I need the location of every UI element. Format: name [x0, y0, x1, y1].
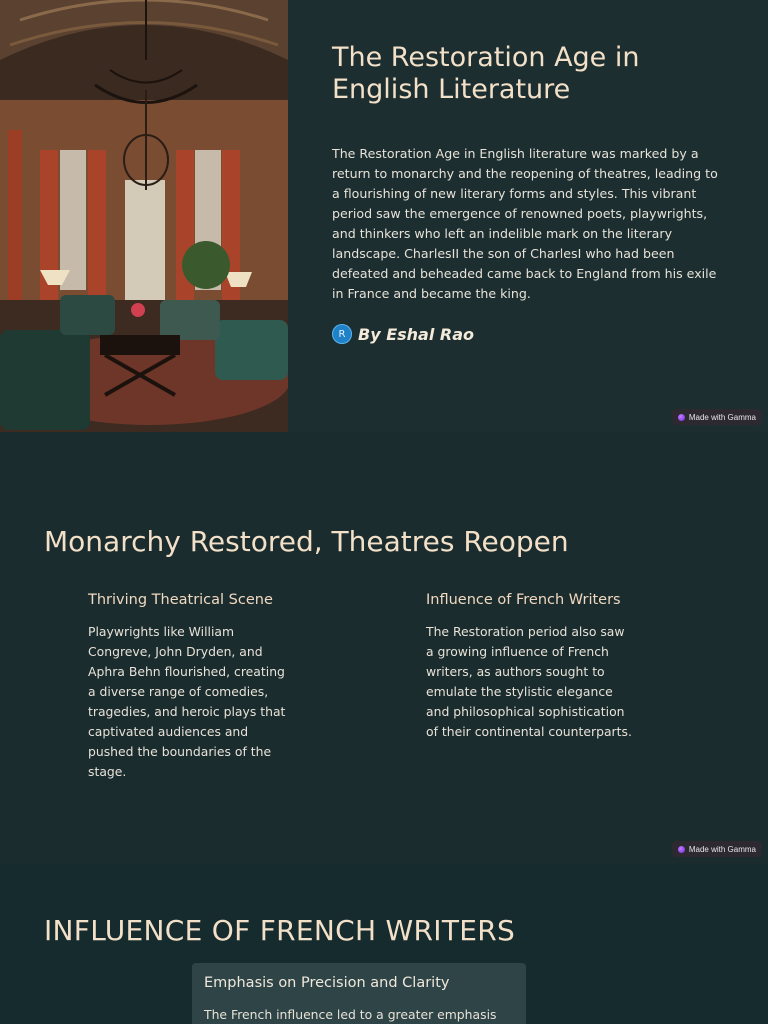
column-text: The Restoration period also saw a growing influence of French writers, as authors sought to emulate the stylistic elegance and philosophical sophistication of their continental counterparts.	[426, 624, 632, 739]
column-french-writers	[426, 592, 636, 742]
author-name: By Eshal Rao	[358, 324, 474, 344]
badge-label: Made with Gamma	[688, 412, 756, 422]
title-slide	[0, 0, 768, 432]
column-text: Playwrights like William Congreve, John Dryden, and Aphra Behn flourished, creating a diverse range of comedies, tragedies, and heroic plays that captivated audiences and pushed the boundaries of the stage.	[88, 624, 286, 779]
author-byline	[332, 324, 474, 344]
column-heading: Influence of French Writers	[426, 592, 621, 608]
made-with-gamma-badge[interactable]	[672, 841, 762, 857]
card-heading: Emphasis on Precision and Clarity	[204, 975, 450, 991]
badge-label: Made with Gamma	[688, 844, 756, 854]
gamma-logo-icon	[678, 414, 685, 421]
presentation-title: The Restoration Age in English Literature	[332, 42, 640, 105]
column-theatrical-scene	[88, 592, 294, 782]
slide-title: Monarchy Restored, Theatres Reopen	[44, 525, 569, 558]
column-heading: Thriving Theatrical Scene	[88, 592, 273, 608]
avatar: R	[332, 324, 352, 344]
intro-paragraph: The Restoration Age in English literature was marked by a return to monarchy and the reopening of theatres, leading to a flourishing of new literary forms and styles. This vibrant period saw the emergence of renowned poets, playwrights, and thinkers who left an indelible mark on the literary landscape. CharlesII the son of CharlesI who had been defeated and beheaded came back to England from his exile in France and became the king.	[332, 146, 718, 301]
slide-title: INFLUENCE OF FRENCH WRITERS	[44, 914, 516, 947]
monarchy-slide	[0, 432, 768, 864]
made-with-gamma-badge[interactable]	[672, 409, 762, 425]
info-card	[192, 963, 526, 1024]
french-influence-slide	[0, 864, 768, 1024]
ornate-library-interior-image	[0, 0, 288, 432]
gamma-logo-icon	[678, 846, 685, 853]
card-text: The French influence led to a greater emphasis	[204, 1007, 497, 1022]
